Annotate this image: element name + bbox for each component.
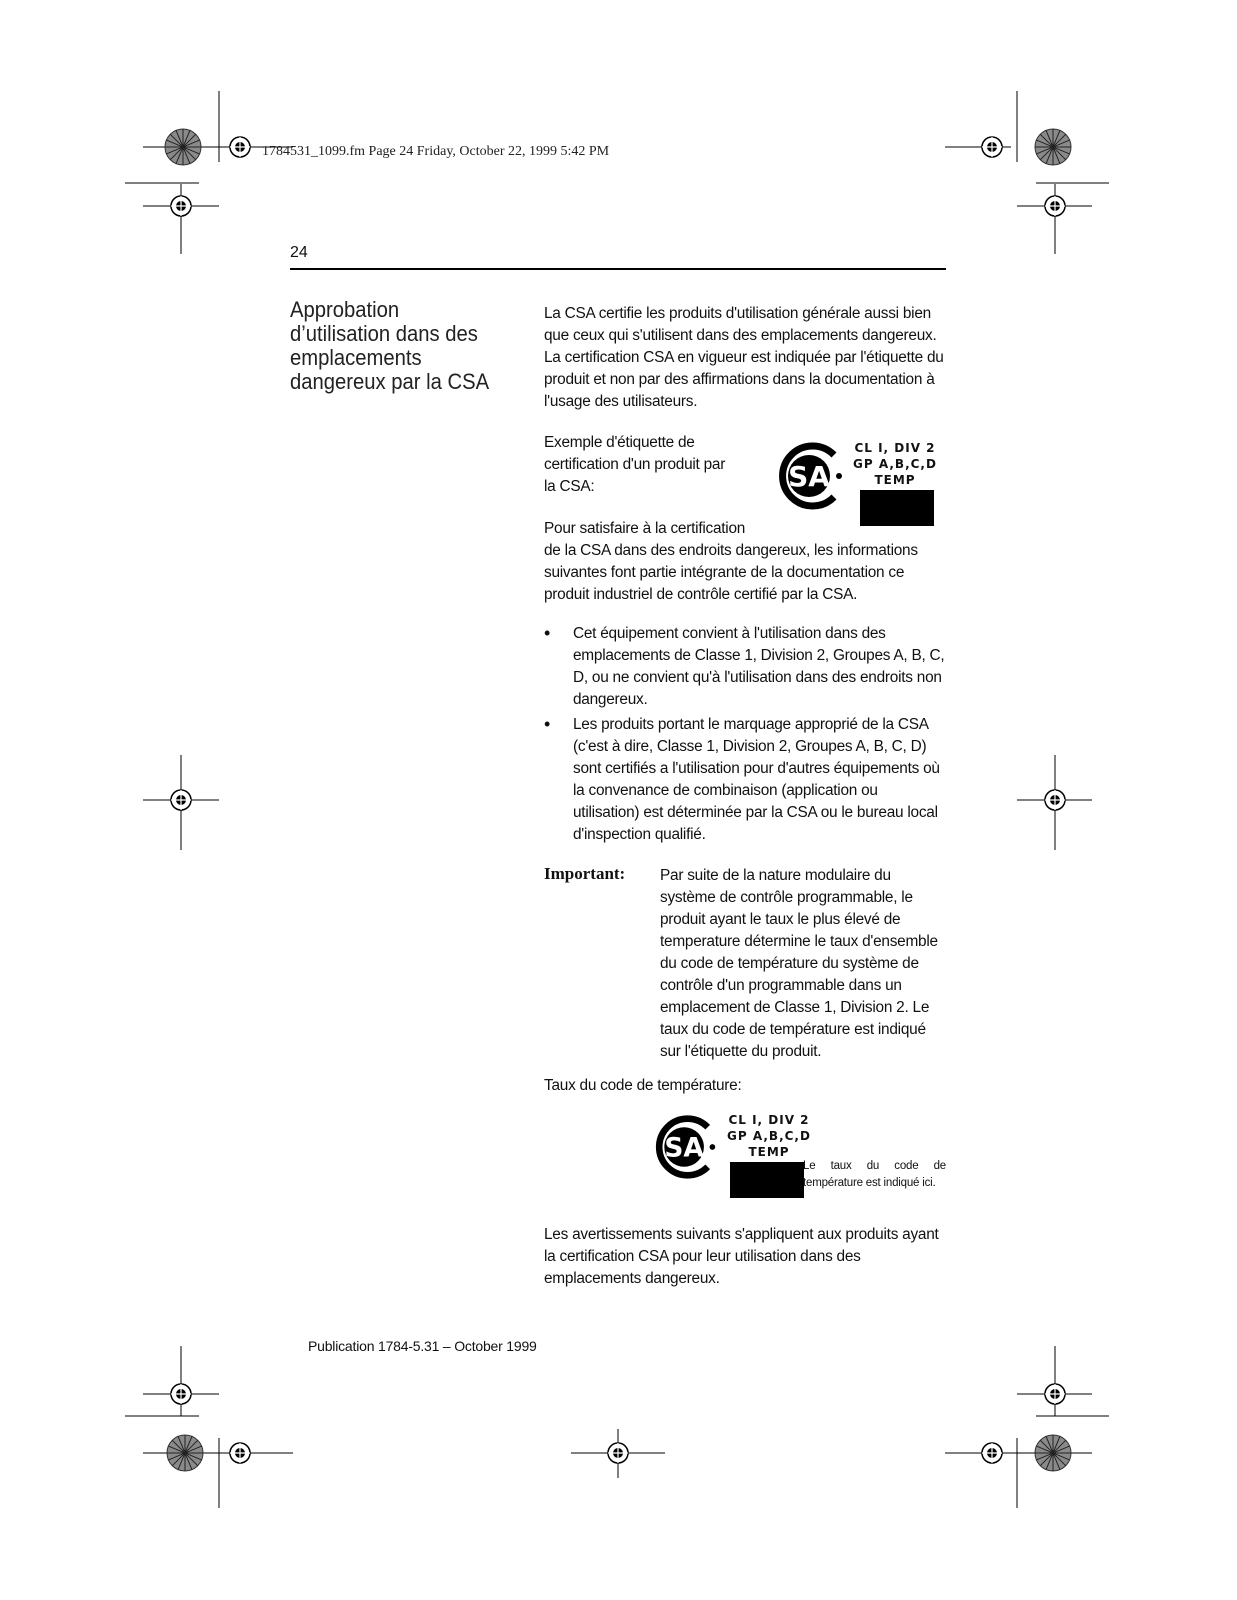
closing-paragraph: Les avertissements suivants s'appliquent aux produits ayant la certification CSA pour leur utilisation dans des emplacements dangereux. <box>544 1226 939 1287</box>
csa-group-line: GP A,B,C,D <box>853 457 937 471</box>
csa-logo-icon-2 <box>653 1114 719 1180</box>
temp-code-note: Le taux du code de température est indiqué ici. <box>803 1160 946 1189</box>
csa-class-line-2: CL I, DIV 2 <box>728 1113 810 1127</box>
csa-class-line: CL I, DIV 2 <box>854 441 936 455</box>
important-text: Par suite de la nature modulaire du système de contrôle programmable, le produit ayant le taux le plus élevé de temperature détermine le taux d'ensemble du code de température du système de contrôle d'un programmable dans un emplacement de Classe 1, Division 2. Le taux du code de température est indiqué sur l'étiquette du produit. <box>660 867 938 1060</box>
temp-code-box-2 <box>730 1162 804 1198</box>
list-item <box>544 623 946 711</box>
list-item-text: Les produits portant le marquage approprié de la CSA (c'est à dire, Classe 1, Division 2, Groupes A, B, C, D) sont certifiés a l'utilisation pour d'autres équipements où la convenance de combinaison (application ou utilisation) est déterminée par la CSA ou le bureau local d'inspection qualifié. <box>573 716 940 843</box>
csa-temp-line-2: TEMP <box>748 1145 790 1159</box>
certification-paragraph-line1: Pour satisfaire à la certification <box>544 520 746 537</box>
csa-group-line-2: GP A,B,C,D <box>727 1129 811 1143</box>
bullet-icon: • <box>544 623 551 643</box>
csa-logo-text: SA <box>788 460 830 493</box>
csa-temp-line: TEMP <box>874 473 916 487</box>
list-item-text: Cet équipement convient à l'utilisation dans des emplacements de Classe 1, Division 2, Groupes A, B, C, D, ou ne convient qu'à l'utilisation dans des endroits non dangereux. <box>573 625 945 708</box>
csa-logo-text: SA <box>664 1132 704 1164</box>
important-label: Important: <box>544 864 626 883</box>
section-title: Approbation d’utilisation dans des emplacements dangereux par la CSA <box>290 297 490 394</box>
header-rule <box>290 268 946 270</box>
intro-paragraph: La CSA certifie les produits d'utilisation générale aussi bien que ceux qui s'utilisent dans des emplacements dangereux. La certification CSA en vigueur est indiquée par l'étiquette du produit et non par des affirmations dans la documentation à l'usage des utilisateurs. <box>544 305 944 410</box>
csa-logo-icon <box>776 441 846 511</box>
requirements-list <box>544 623 946 849</box>
list-item <box>544 714 946 846</box>
page-number: 24 <box>290 244 308 261</box>
print-header: 1784531_1099.fm Page 24 Friday, October 22, 1999 5:42 PM <box>262 144 610 159</box>
footer-publication: Publication 1784-5.31 – October 1999 <box>308 1338 537 1354</box>
temp-code-label: Taux du code de température: <box>544 1077 742 1094</box>
example-label: Exemple d'étiquette de certification d'un produit par la CSA: <box>544 434 726 495</box>
bullet-icon: • <box>544 714 551 734</box>
certification-paragraph: de la CSA dans des endroits dangereux, les informations suivantes font partie intégrante de la documentation ce produit industriel de contrôle certifié par la CSA. <box>544 542 918 603</box>
